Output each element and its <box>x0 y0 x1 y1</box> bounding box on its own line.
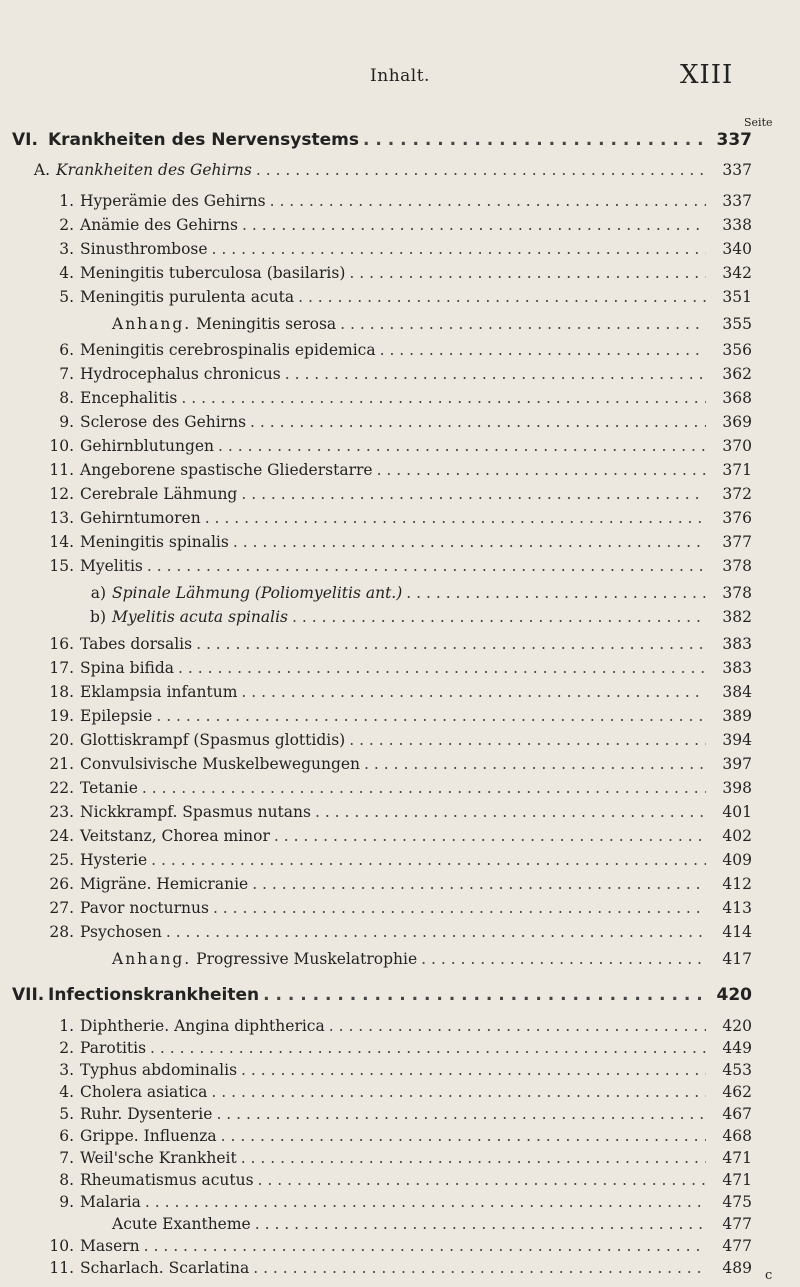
toc-entry-title: Gehirnblutungen <box>80 437 215 455</box>
dot-leader <box>211 1083 706 1101</box>
toc-entry-title: Rheumatismus acutus <box>80 1171 254 1189</box>
toc-entry-title: Glottiskrampf (Spasmus glottidis) <box>80 731 346 749</box>
toc-entry-title: Encephalitis <box>80 389 178 407</box>
toc-entry <box>48 875 752 893</box>
dot-leader <box>363 130 706 150</box>
toc-entry-number: 8. <box>59 1171 74 1189</box>
toc-page-number: 467 <box>722 1105 752 1123</box>
toc-entry-title: Malaria <box>80 1193 141 1211</box>
toc-entry <box>48 923 752 941</box>
toc-entry-number: 7. <box>59 1149 74 1167</box>
toc-entry <box>48 413 752 431</box>
toc-page-number: 340 <box>722 240 752 258</box>
toc-page-number: 462 <box>722 1083 752 1101</box>
toc-entry <box>48 1039 752 1057</box>
toc-page-number: 383 <box>722 635 752 653</box>
toc-entry-number: 20. <box>49 731 74 749</box>
dot-leader <box>242 216 706 234</box>
dot-leader <box>340 315 706 333</box>
toc-entry-title: Anhang. Meningitis serosa <box>112 315 337 333</box>
toc-page-number: 355 <box>722 315 752 333</box>
dot-leader <box>145 1193 706 1211</box>
toc-entry-title: Typhus abdominalis <box>80 1061 238 1079</box>
toc-page-number: 401 <box>722 803 752 821</box>
toc-page-number: 489 <box>722 1259 752 1277</box>
toc-entry-number: VI. <box>12 130 38 150</box>
dot-leader <box>213 899 706 917</box>
toc-entry-title: Myelitis <box>80 557 143 575</box>
dot-leader <box>421 950 706 968</box>
toc-entry <box>48 1149 752 1167</box>
toc-page-number: 376 <box>722 509 752 527</box>
toc-entry-title: Myelitis acuta spinalis <box>112 608 289 626</box>
toc-entry <box>48 192 752 210</box>
dot-leader <box>241 1061 706 1079</box>
toc-entry <box>48 635 752 653</box>
toc-entry <box>48 1017 752 1035</box>
dot-leader <box>250 413 706 431</box>
toc-entry-title: Scharlach. Scarlatina <box>80 1259 250 1277</box>
toc-entry <box>48 1259 752 1277</box>
toc-page-number: 468 <box>722 1127 752 1145</box>
dot-leader <box>142 779 706 797</box>
toc-entry-number: 19. <box>49 707 74 725</box>
dot-leader <box>256 161 706 179</box>
toc-entry-number: 22. <box>49 779 74 797</box>
dot-leader <box>218 437 706 455</box>
toc-entry-number: 4. <box>59 1083 74 1101</box>
dot-leader <box>406 584 706 602</box>
toc-entry <box>80 315 752 333</box>
toc-entry-title: Parotitis <box>80 1039 147 1057</box>
toc-entry <box>48 683 752 701</box>
toc-entry-title: Hysterie <box>80 851 148 869</box>
toc-entry-title: Sclerose des Gehirns <box>80 413 247 431</box>
toc-entry <box>48 1237 752 1255</box>
dot-leader <box>151 851 706 869</box>
dot-leader <box>166 923 706 941</box>
toc-page-number: 384 <box>722 683 752 701</box>
dot-leader <box>364 755 706 773</box>
toc-page-number: 378 <box>722 584 752 602</box>
toc-entry-number: 3. <box>59 1061 74 1079</box>
dot-leader <box>241 683 706 701</box>
toc-entry <box>48 437 752 455</box>
dot-leader <box>241 485 706 503</box>
toc-entry <box>48 1105 752 1123</box>
toc-page-number: 449 <box>722 1039 752 1057</box>
toc-entry <box>48 1193 752 1211</box>
toc-page-number: 417 <box>722 950 752 968</box>
toc-entry-title: Gehirntumoren <box>80 509 201 527</box>
toc-entry-number: VII. <box>12 985 45 1005</box>
toc-page-number: 382 <box>722 608 752 626</box>
toc-entry-title: Weil'sche Krankheit <box>80 1149 237 1167</box>
toc-entry <box>48 461 752 479</box>
toc-entry <box>48 1171 752 1189</box>
toc-entry-title: Grippe. Influenza <box>80 1127 217 1145</box>
page-numeral: XIII <box>680 60 734 90</box>
toc-entry-number: A. <box>33 161 50 179</box>
dot-leader <box>212 240 706 258</box>
toc-entry-number: 14. <box>49 533 74 551</box>
toc-entry-title: Veitstanz, Chorea minor <box>80 827 270 845</box>
toc-entry <box>48 288 752 306</box>
toc-page-number: 356 <box>722 341 752 359</box>
dot-leader <box>216 1105 706 1123</box>
toc-entry <box>48 264 752 282</box>
toc-entry-number: 1. <box>59 192 74 210</box>
toc-entry-number: a) <box>90 584 106 602</box>
toc-entry <box>48 1083 752 1101</box>
toc-entry <box>48 533 752 551</box>
toc-entry <box>24 161 752 179</box>
dot-leader <box>241 1149 706 1167</box>
toc-page-number: 369 <box>722 413 752 431</box>
toc-entry-number: 3. <box>59 240 74 258</box>
dot-leader <box>181 389 706 407</box>
toc-entry-title: Hyperämie des Gehirns <box>80 192 266 210</box>
dot-leader <box>315 803 706 821</box>
appendix-label: Anhang. <box>112 315 192 333</box>
toc-entry-number: 21. <box>49 755 74 773</box>
toc-entry-title: Meningitis spinalis <box>80 533 229 551</box>
dot-leader <box>285 365 706 383</box>
dot-leader <box>156 707 706 725</box>
dot-leader <box>147 557 706 575</box>
dot-leader <box>255 1215 706 1233</box>
dot-leader <box>253 1259 706 1277</box>
dot-leader <box>292 608 706 626</box>
toc-entry-number: 26. <box>49 875 74 893</box>
toc-entry <box>80 584 752 602</box>
toc-entry-number: 18. <box>49 683 74 701</box>
toc-page-number: 420 <box>716 985 752 1005</box>
toc-page-number: 412 <box>722 875 752 893</box>
toc-entry-number: 9. <box>59 1193 74 1211</box>
toc-entry-title: Meningitis purulenta acuta <box>80 288 295 306</box>
toc-entry-number: 4. <box>59 264 74 282</box>
toc-entry-title: Infectionskrankheiten <box>48 985 260 1005</box>
toc-page-number: 409 <box>722 851 752 869</box>
toc-entry <box>80 608 752 626</box>
toc-entry-number: 1. <box>59 1017 74 1035</box>
toc-entry-number: 7. <box>59 365 74 383</box>
toc-entry <box>48 827 752 845</box>
dot-leader <box>263 985 706 1005</box>
toc-page-number: 337 <box>722 192 752 210</box>
toc-page-number: 351 <box>722 288 752 306</box>
toc-page-number: 371 <box>722 461 752 479</box>
toc-entry-title: Tabes dorsalis <box>80 635 193 653</box>
toc-entry-title: Angeborene spastische Gliederstarre <box>80 461 373 479</box>
toc-page-number: 414 <box>722 923 752 941</box>
toc-page-number: 398 <box>722 779 752 797</box>
dot-leader <box>233 533 706 551</box>
toc-entry-title: Meningitis cerebrospinalis epidemica <box>80 341 376 359</box>
dot-leader <box>349 264 706 282</box>
toc-entry <box>48 851 752 869</box>
toc-entry-number: 28. <box>49 923 74 941</box>
toc-entry-number: 27. <box>49 899 74 917</box>
dot-leader <box>298 288 706 306</box>
toc-entry <box>48 365 752 383</box>
toc-entry-title: Spina bifida <box>80 659 175 677</box>
toc-page-number: 471 <box>722 1149 752 1167</box>
toc-section-heading <box>12 130 752 150</box>
running-header-title: Inhalt. <box>370 66 430 86</box>
dot-leader <box>205 509 706 527</box>
toc-page-number: 402 <box>722 827 752 845</box>
toc-page-number: 378 <box>722 557 752 575</box>
toc-entry <box>48 659 752 677</box>
toc-entry-number: 24. <box>49 827 74 845</box>
dot-leader <box>274 827 706 845</box>
dot-leader <box>252 875 706 893</box>
toc-section-heading <box>12 985 752 1005</box>
toc-entry-number: b) <box>90 608 106 626</box>
toc-page-number: 362 <box>722 365 752 383</box>
toc-entry-title: Spinale Lähmung (Poliomyelitis ant.) <box>112 584 403 602</box>
dot-leader <box>377 461 706 479</box>
toc-entry-title: Cholera asiatica <box>80 1083 208 1101</box>
toc-entry <box>48 240 752 258</box>
toc-entry-title: Masern <box>80 1237 140 1255</box>
toc-entry-title: Tetanie <box>80 779 138 797</box>
toc-entry-title: Nickkrampf. Spasmus nutans <box>80 803 311 821</box>
toc-page-number: 342 <box>722 264 752 282</box>
toc-entry <box>48 557 752 575</box>
toc-entry-title: Meningitis tuberculosa (basilaris) <box>80 264 346 282</box>
toc-entry-number: 2. <box>59 1039 74 1057</box>
toc-page-number: 394 <box>722 731 752 749</box>
toc-entry-title: Convulsivische Muskelbewegungen <box>80 755 361 773</box>
toc-entry-number: 17. <box>49 659 74 677</box>
dot-leader <box>380 341 706 359</box>
dot-leader <box>349 731 706 749</box>
toc-page-number: 372 <box>722 485 752 503</box>
toc-entry-number: 2. <box>59 216 74 234</box>
toc-entry-title: Pavor nocturnus <box>80 899 209 917</box>
toc-entry-title: Migräne. Hemicranie <box>80 875 249 893</box>
toc-entry <box>48 707 752 725</box>
toc-entry-title: Ruhr. Dysenterie <box>80 1105 213 1123</box>
toc-page-number: 475 <box>722 1193 752 1211</box>
toc-entry-number: 11. <box>49 461 74 479</box>
toc-entry-number: 5. <box>59 1105 74 1123</box>
toc-page-number: 338 <box>722 216 752 234</box>
toc-page-number: 337 <box>722 161 752 179</box>
toc-entry-title: Diphtherie. Angina diphtherica <box>80 1017 325 1035</box>
toc-page-number: 420 <box>722 1017 752 1035</box>
toc-entry <box>48 216 752 234</box>
toc-entry-title: Krankheiten des Nervensystems <box>48 130 359 150</box>
toc-entry <box>48 1127 752 1145</box>
signature-mark: c <box>765 1268 773 1283</box>
dot-leader <box>196 635 706 653</box>
toc-entry-title: Psychosen <box>80 923 162 941</box>
toc-entry-title: Cerebrale Lähmung <box>80 485 238 503</box>
toc-entry-number: 8. <box>59 389 74 407</box>
toc-entry-number: 25. <box>49 851 74 869</box>
toc-page-number: 453 <box>722 1061 752 1079</box>
toc-entry-title: Anhang. Progressive Muskelatrophie <box>112 950 418 968</box>
toc-entry-number: 6. <box>59 1127 74 1145</box>
toc-entry-number: 13. <box>49 509 74 527</box>
toc-entry-title: Anämie des Gehirns <box>80 216 238 234</box>
toc-entry <box>48 803 752 821</box>
toc-entry <box>48 485 752 503</box>
toc-page-number: 477 <box>722 1215 752 1233</box>
toc-page-number: 370 <box>722 437 752 455</box>
dot-leader <box>150 1039 706 1057</box>
toc-entry <box>80 1215 752 1233</box>
toc-page-number: 368 <box>722 389 752 407</box>
toc-page-number: 397 <box>722 755 752 773</box>
dot-leader <box>329 1017 706 1035</box>
dot-leader <box>221 1127 706 1145</box>
appendix-label: Anhang. <box>112 950 192 968</box>
toc-entry <box>48 755 752 773</box>
toc-entry <box>48 341 752 359</box>
page-column-label: Seite <box>744 116 773 129</box>
toc-entry-title: Krankheiten des Gehirns <box>56 161 252 179</box>
dot-leader <box>178 659 706 677</box>
toc-page-number: 383 <box>722 659 752 677</box>
toc-entry <box>80 950 752 968</box>
toc-entry <box>48 731 752 749</box>
toc-page-number: 477 <box>722 1237 752 1255</box>
toc-entry-title: Hydrocephalus chronicus <box>80 365 281 383</box>
dot-leader <box>144 1237 706 1255</box>
toc-entry-number: 11. <box>49 1259 74 1277</box>
toc-page-number: 389 <box>722 707 752 725</box>
toc-entry <box>48 899 752 917</box>
toc-entry-number: 23. <box>49 803 74 821</box>
toc-entry <box>48 389 752 407</box>
toc-entry-title: Sinusthrombose <box>80 240 208 258</box>
toc-page-number: 337 <box>716 130 752 150</box>
toc-entry-number: 10. <box>49 437 74 455</box>
toc-entry-number: 16. <box>49 635 74 653</box>
toc-entry <box>48 779 752 797</box>
toc-page-number: 377 <box>722 533 752 551</box>
toc-entry-number: 15. <box>49 557 74 575</box>
toc-entry-number: 9. <box>59 413 74 431</box>
toc-entry-title: Epilepsie <box>80 707 153 725</box>
toc-page-number: 413 <box>722 899 752 917</box>
dot-leader <box>270 192 706 210</box>
toc-entry-number: 5. <box>59 288 74 306</box>
toc-entry <box>48 509 752 527</box>
toc-entry-title: Acute Exantheme <box>112 1215 251 1233</box>
toc-entry-number: 10. <box>49 1237 74 1255</box>
toc-entry <box>48 1061 752 1079</box>
toc-entry-number: 12. <box>49 485 74 503</box>
dot-leader <box>258 1171 706 1189</box>
toc-page-number: 471 <box>722 1171 752 1189</box>
toc-entry-title: Eklampsia infantum <box>80 683 238 701</box>
toc-entry-number: 6. <box>59 341 74 359</box>
